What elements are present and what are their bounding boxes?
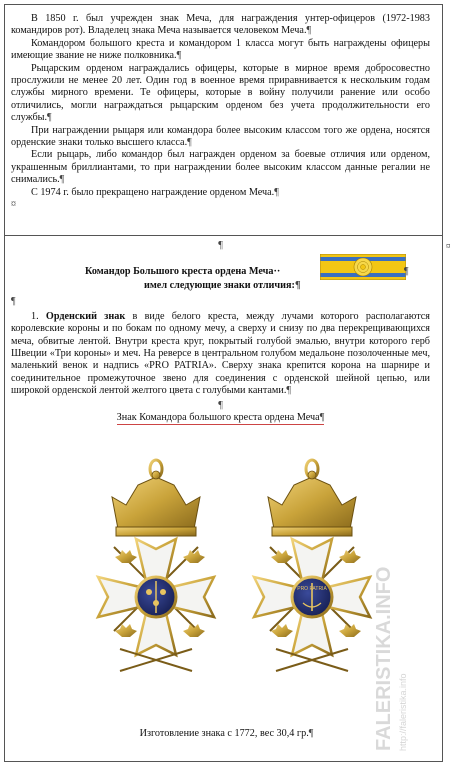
- cell-end-marker: ¤: [11, 199, 16, 211]
- watermark-url: http://faleristika.info: [398, 673, 408, 751]
- title-line-1: Командор Большого креста ордена Меча··: [85, 266, 281, 278]
- ribbon-bar-image: [320, 254, 406, 280]
- row-end-marker: ¤: [446, 241, 451, 251]
- title-line-2: имел следующие знаки отличия:¶: [144, 280, 301, 292]
- section-title: Командор Большого креста ордена Меча·· имел следующие знаки отличия:¶ ¶: [11, 254, 430, 282]
- paragraph-1: В 1850 г. был учрежден знак Меча, для награждения унтер-офицеров (1972-1983 командиров рот). Владелец знака Меча называется человеком Меча.¶: [11, 13, 430, 37]
- order-badge-description: 1. Орденский знак в виде белого креста, между лучами которого располагаются королевские короны и по бокам по одному мечу, а сверху и снизу по два перекрещивающихся меча, обвитые лентой. Внутри креста круг, покрытый голубой эмалью, внутри которого герб Швеции «Три короны» и меч. На реверсе в центральном голубом медальоне позолоченные меч, маленький венок и надпись «PRO PATRIA». Сверху знака крепится корона на шарнире и соединительное промежуточное звено для соединения с орденской шейной цепью, или широкой орденской лентой желтого цвета с голубыми кантами.¶: [11, 310, 430, 397]
- empty-paragraph-mark-2: ¶: [11, 296, 16, 308]
- paragraph-6: С 1974 г. было прекращено награждение орденом Меча.¶: [31, 186, 279, 198]
- order-badge-photos: [76, 447, 392, 732]
- paragraph-2: Командором большого креста и командором 1 класса могут быть награждены офицеры имеющие звание не ниже полковника.¶: [11, 37, 430, 62]
- paragraph-5: Если рыцарь, либо командор был награжден орденом за боевые отличия или орденом, украшенным бриллиантами, то при награждении более высоким классом данные регалии не снимались.¶: [11, 149, 430, 186]
- order-badge-lead: Орденский знак: [45, 310, 126, 322]
- watermark: [370, 555, 430, 755]
- medallion-inscription: PRO PATRIA: [297, 586, 327, 592]
- photo-caption: Знак Командора большого креста ордена Меча¶: [11, 412, 430, 425]
- ribbon-rosette: [354, 258, 372, 276]
- empty-paragraph-mark-3: ¶: [218, 399, 223, 411]
- badge-reverse-image: [254, 460, 370, 671]
- empty-paragraph-mark: ¶: [218, 240, 223, 251]
- watermark-logo-text: FALERISTIKA.INFO: [373, 566, 395, 751]
- paragraph-3: Рыцарским орденом награждались офицеры, которые в мирное время добросовестно прослужили не менее 20 лет. Один год в военное время приравнивается к нескольким годам службы мирного времени. Те офицеры, которые в войну получили ранение или особо отличились, могли награждаться рыцарским орденом без учета продолжительности его службы.¶: [11, 62, 430, 124]
- badge-obverse-image: [98, 460, 214, 671]
- paragraph-4: При награждении рыцаря или командора более высоким классом того же ордена, носятся орденские знаки только высшего класса.¶: [11, 124, 430, 149]
- intro-table-cell: [4, 4, 443, 236]
- bottom-caption: Изготовление знака с 1772, вес 30,4 гр.¶: [139, 728, 314, 739]
